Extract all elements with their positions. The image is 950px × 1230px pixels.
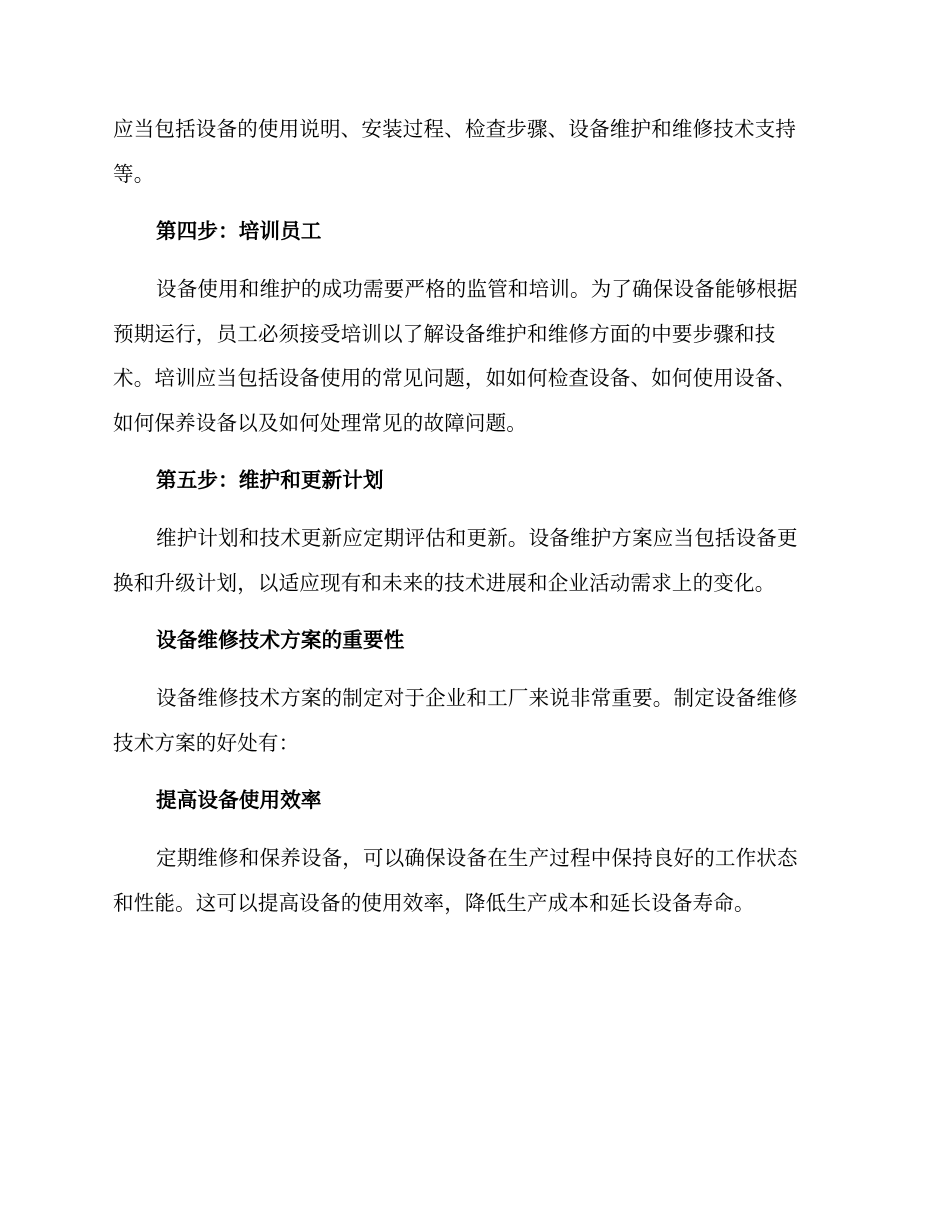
text-line: 预期运行，员工必须接受培训以了解设备维护和维修方面的中要步骤和技 [113,321,776,346]
heading-importance: 设备维修技术方案的重要性 [156,628,405,652]
text-line: 技术方案的好处有： [113,730,300,755]
text-line: 等。 [113,161,155,186]
heading-efficiency: 提高设备使用效率 [156,788,322,812]
text-line: 设备维修技术方案的制定对于企业和工厂来说非常重要。制定设备维修 [156,686,798,710]
heading-step-five: 第五步：维护和更新计划 [156,468,384,492]
text-line: 应当包括设备的使用说明、安装过程、检查步骤、设备维护和维修技术支持 [113,117,797,141]
text-line: 定期维修和保养设备，可以确保设备在生产过程中保持良好的工作状态 [156,846,798,870]
paragraph-importance [113,676,833,765]
paragraph-step-five [113,516,833,605]
text-line: 维护计划和技术更新应定期评估和更新。设备维护方案应当包括设备更 [156,526,798,550]
paragraph-step-four [113,267,833,445]
text-line: 术。培训应当包括设备使用的常见问题，如如何检查设备、如何使用设备、 [113,366,797,390]
heading-step-four: 第四步：培训员工 [156,219,322,243]
text-line: 换和升级计划，以适应现有和未来的技术进展和企业活动需求上的变化。 [113,570,776,595]
text-line: 设备使用和维护的成功需要严格的监管和培训。为了确保设备能够根据 [156,277,798,301]
text-line: 如何保养设备以及如何处理常见的故障问题。 [113,410,527,435]
paragraph-efficiency [113,836,833,925]
text-line: 和性能。这可以提高设备的使用效率，降低生产成本和延长设备寿命。 [113,890,755,915]
paragraph-intro-continuation [113,107,833,196]
